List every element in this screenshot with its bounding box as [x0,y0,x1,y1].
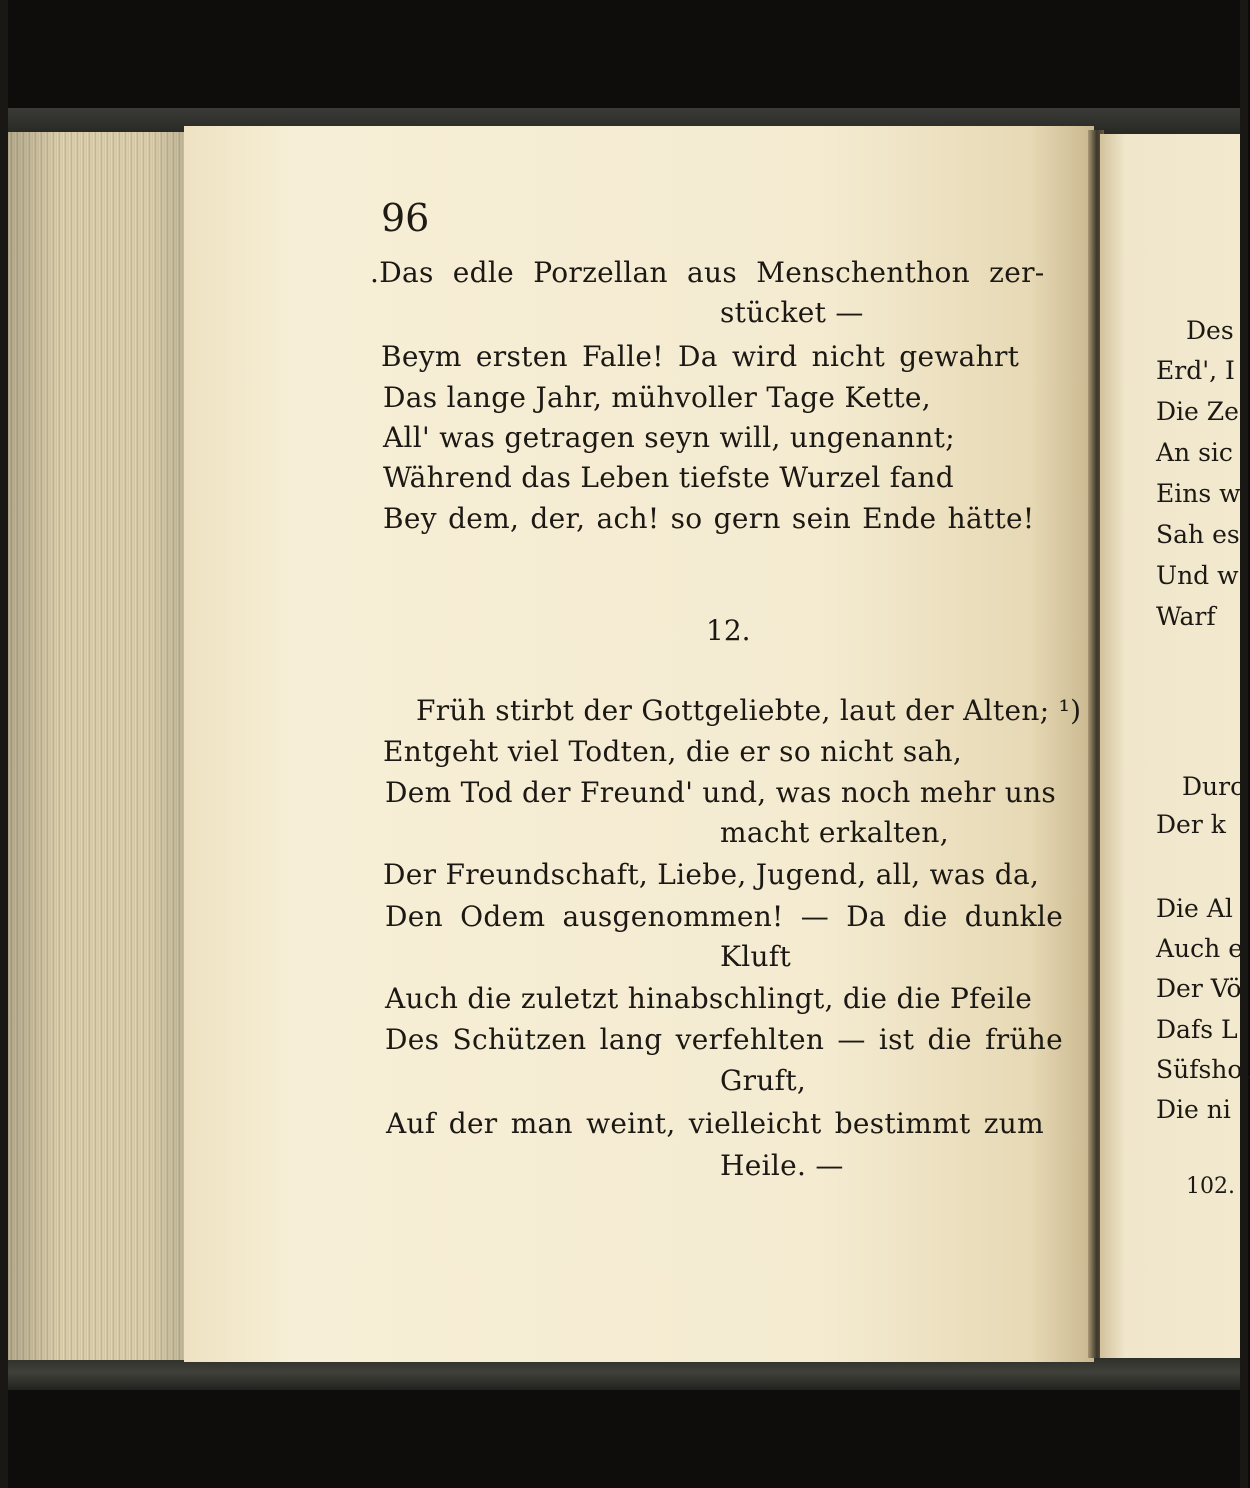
poem-line: Den Odem ausgenommen! — Da die dunkle [385,900,1064,933]
poem-line: Entgeht viel Todten, die er so nicht sah, [383,735,963,768]
poem-line: Das lange Jahr, mühvoller Tage Kette, [383,381,932,414]
right-page-line: An sic [1156,438,1233,467]
right-page-line: Der k [1156,810,1226,839]
right-page-line: Die ni [1156,1095,1231,1124]
right-page-line: Die Ze [1156,397,1239,426]
poem-line: macht erkalten, [720,816,949,849]
right-page-line: Des [1186,316,1234,345]
poem-line: Kluft [720,940,792,973]
poem-line: Bey dem, der, ach! so gern sein Ende hätte! [383,502,1035,535]
poem-line: Auch die zuletzt hinabschlingt, die die Pfeile [385,982,1033,1015]
right-page-line: Süfshol [1156,1055,1250,1084]
poem-line: Heile. — [720,1149,844,1182]
poem-line: Während das Leben tiefste Wurzel fand [383,461,954,494]
right-page-line: Durc [1182,772,1245,801]
poem-line: Früh stirbt der Gottgeliebte, laut der Alten; ¹) [416,694,1082,727]
right-page-line: Sah es [1156,520,1240,549]
page-number-right: 102. [1186,1174,1235,1199]
right-page-line: Erd', I [1156,356,1235,385]
right-page-line: Eins w [1156,479,1241,508]
poem-line: .Das edle Porzellan aus Menschenthon zer- [370,256,1045,289]
right-page-line: Warf [1156,602,1216,631]
right-page-line: Auch e [1156,934,1243,963]
poem-line: Der Freundschaft, Liebe, Jugend, all, was da, [383,858,1040,891]
poem-line: Auf der man weint, vielleicht bestimmt zum [386,1107,1044,1140]
page-number-left: 96 [381,196,430,240]
poem-line: All' was getragen seyn will, ungenannt; [383,421,955,454]
poem-line: Gruft, [720,1064,807,1097]
right-page-line: Und w [1156,561,1239,590]
right-page-line: Dafs L [1156,1015,1238,1044]
poem-line: Dem Tod der Freund' und, was noch mehr uns [385,776,1057,809]
poem-line: Beym ersten Falle! Da wird nicht gewahrt [381,340,1020,373]
poem-line: stücket — [720,296,864,329]
poem-line: Des Schützen lang verfehlten — ist die frühe [385,1023,1063,1056]
section-number: 12. [706,614,751,647]
right-page-line: Die Al [1156,894,1233,923]
right-page-line: Der Vö [1156,974,1242,1003]
